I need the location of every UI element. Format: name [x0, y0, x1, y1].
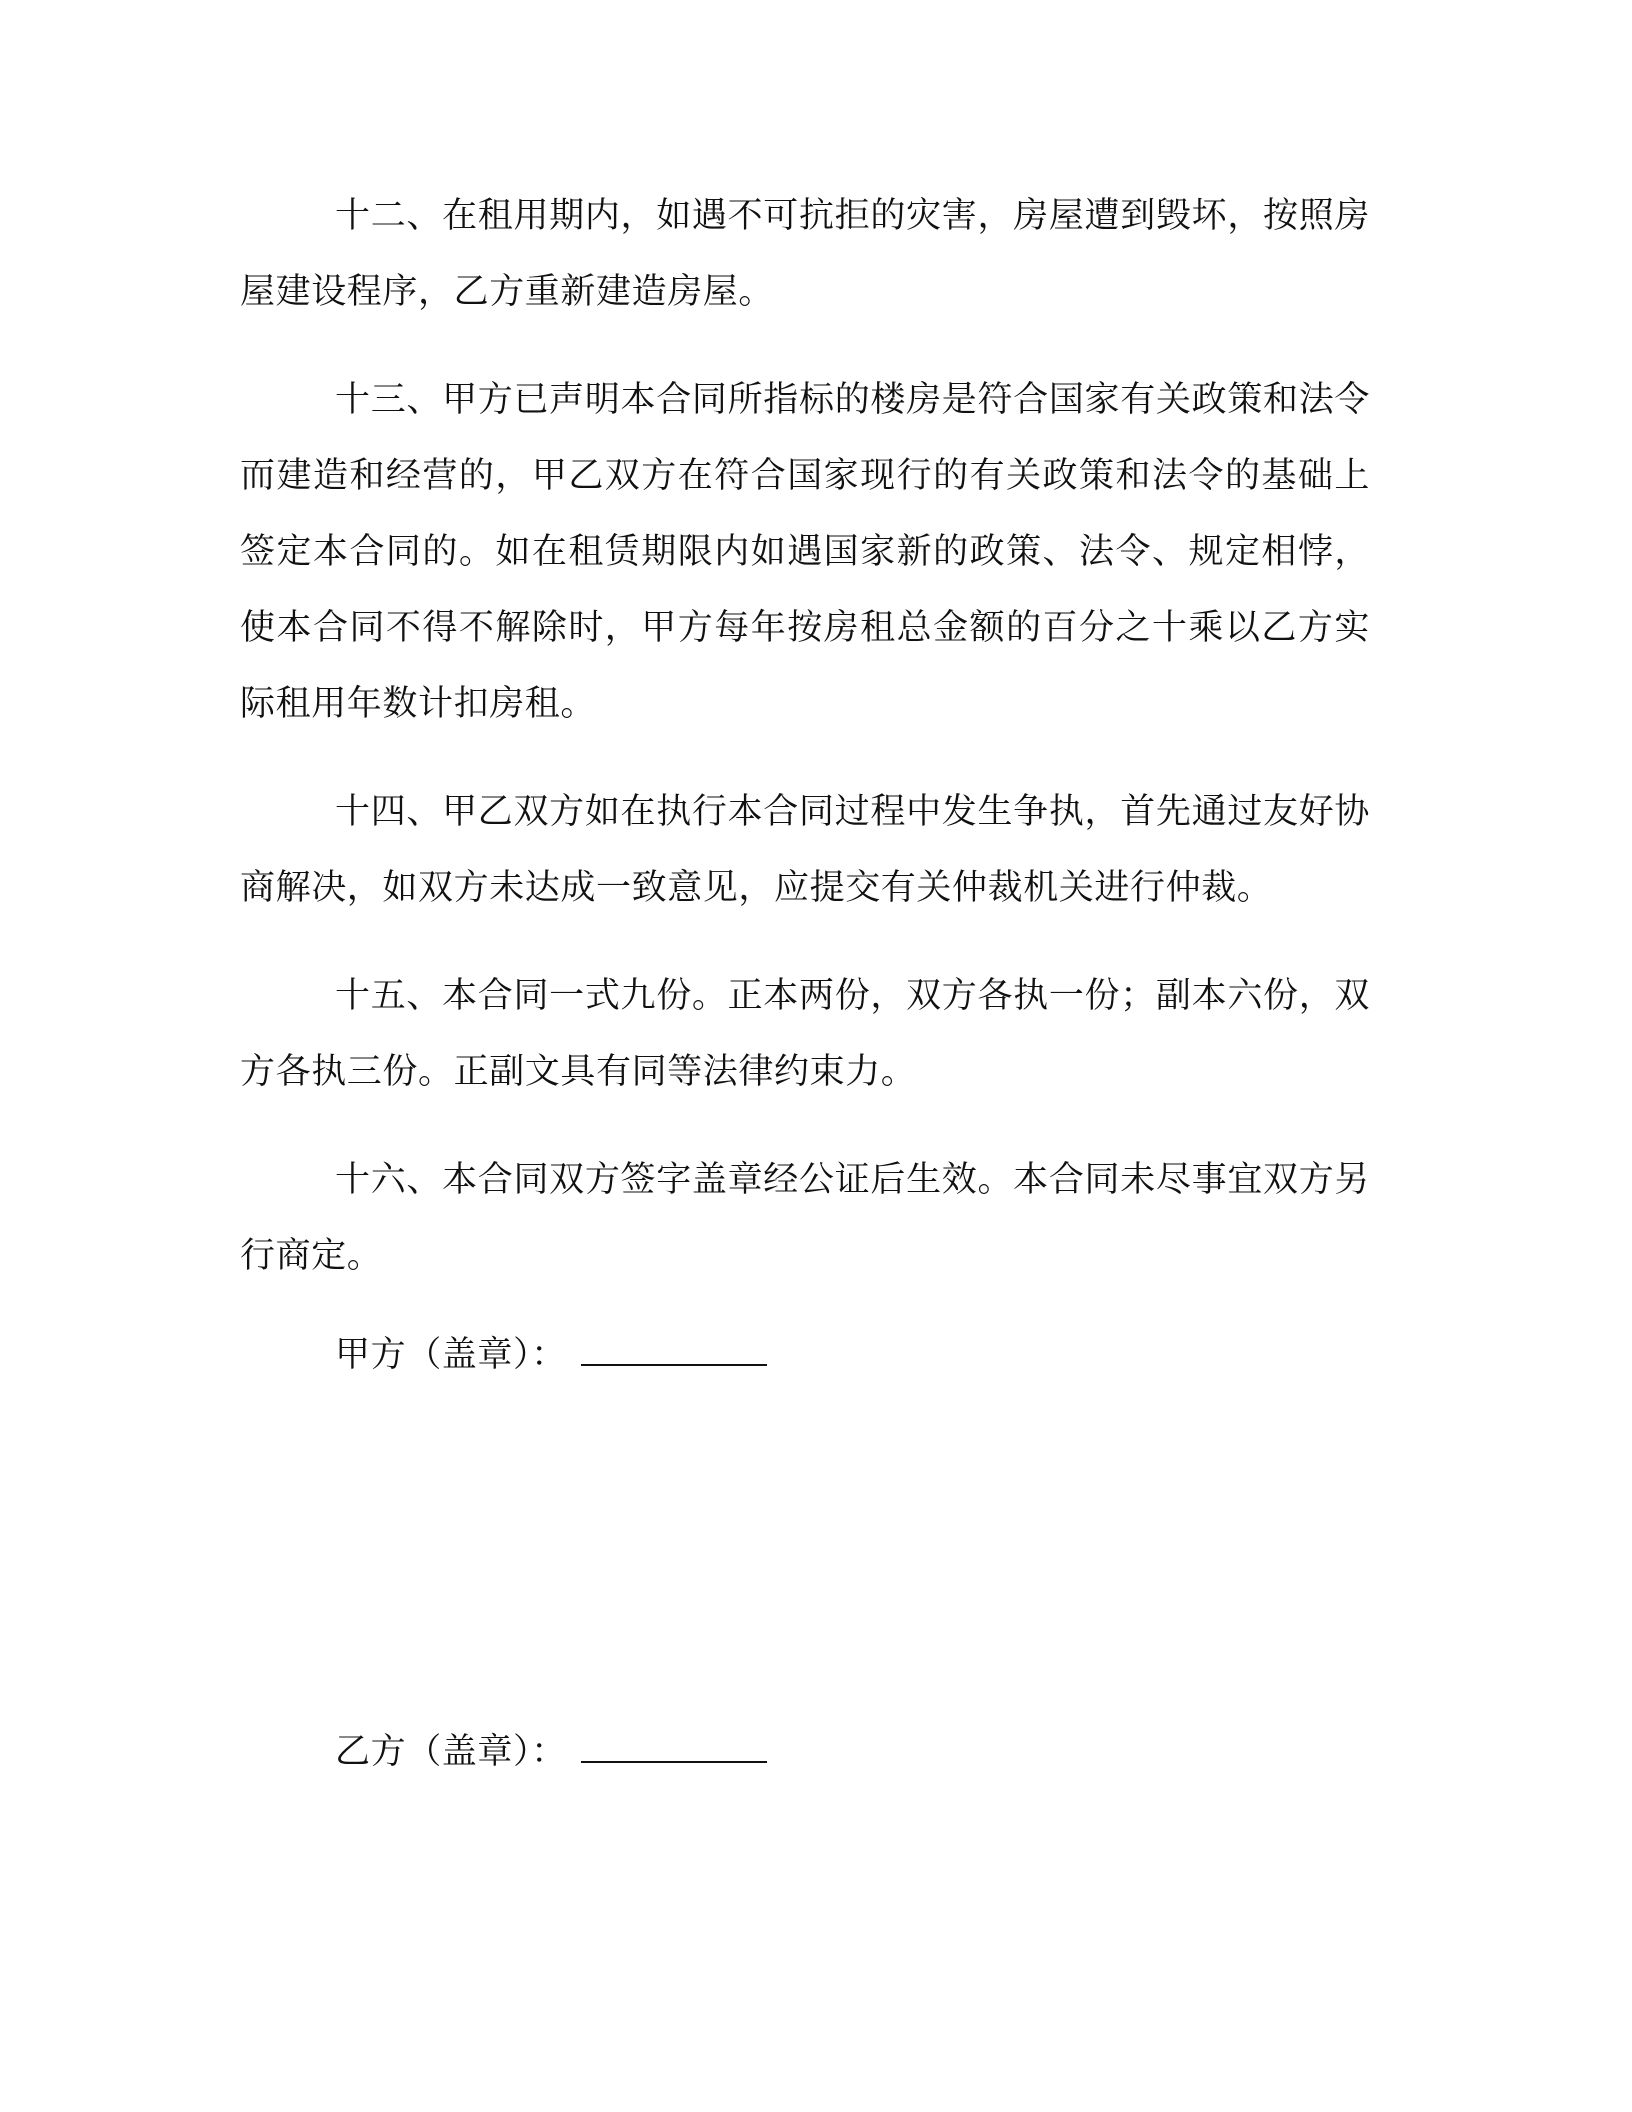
clause-15: 十五、本合同一式九份。正本两份，双方各执一份；副本六份，双方各执三份。正副文具有同等法律约束力。	[240, 976, 1370, 1092]
party-a-signature-line	[581, 1330, 767, 1366]
clause-12: 十二、在租用期内，如遇不可抗拒的灾害，房屋遭到毁坏，按照房屋建设程序，乙方重新建造房屋。	[240, 196, 1370, 312]
party-b-label: 乙方（盖章）：	[335, 1732, 567, 1772]
party-a-signature	[335, 1317, 767, 1393]
party-b-signature	[335, 1714, 767, 1790]
clause-14: 十四、甲乙双方如在执行本合同过程中发生争执，首先通过友好协商解决，如双方未达成一致意见，应提交有关仲裁机关进行仲裁。	[240, 792, 1370, 908]
clause-13: 十三、甲方已声明本合同所指标的楼房是符合国家有关政策和法令而建造和经营的，甲乙双方在符合国家现行的有关政策和法令的基础上签定本合同的。如在租赁期限内如遇国家新的政策、法令、规定相悖，使本合同不得不解除时，甲方每年按房租总金额的百分之十乘以乙方实际租用年数计扣房租。	[240, 380, 1370, 724]
party-b-signature-line	[581, 1727, 767, 1763]
party-a-label: 甲方（盖章）：	[335, 1335, 567, 1375]
clause-16: 十六、本合同双方签字盖章经公证后生效。本合同未尽事宜双方另行商定。	[240, 1160, 1370, 1276]
